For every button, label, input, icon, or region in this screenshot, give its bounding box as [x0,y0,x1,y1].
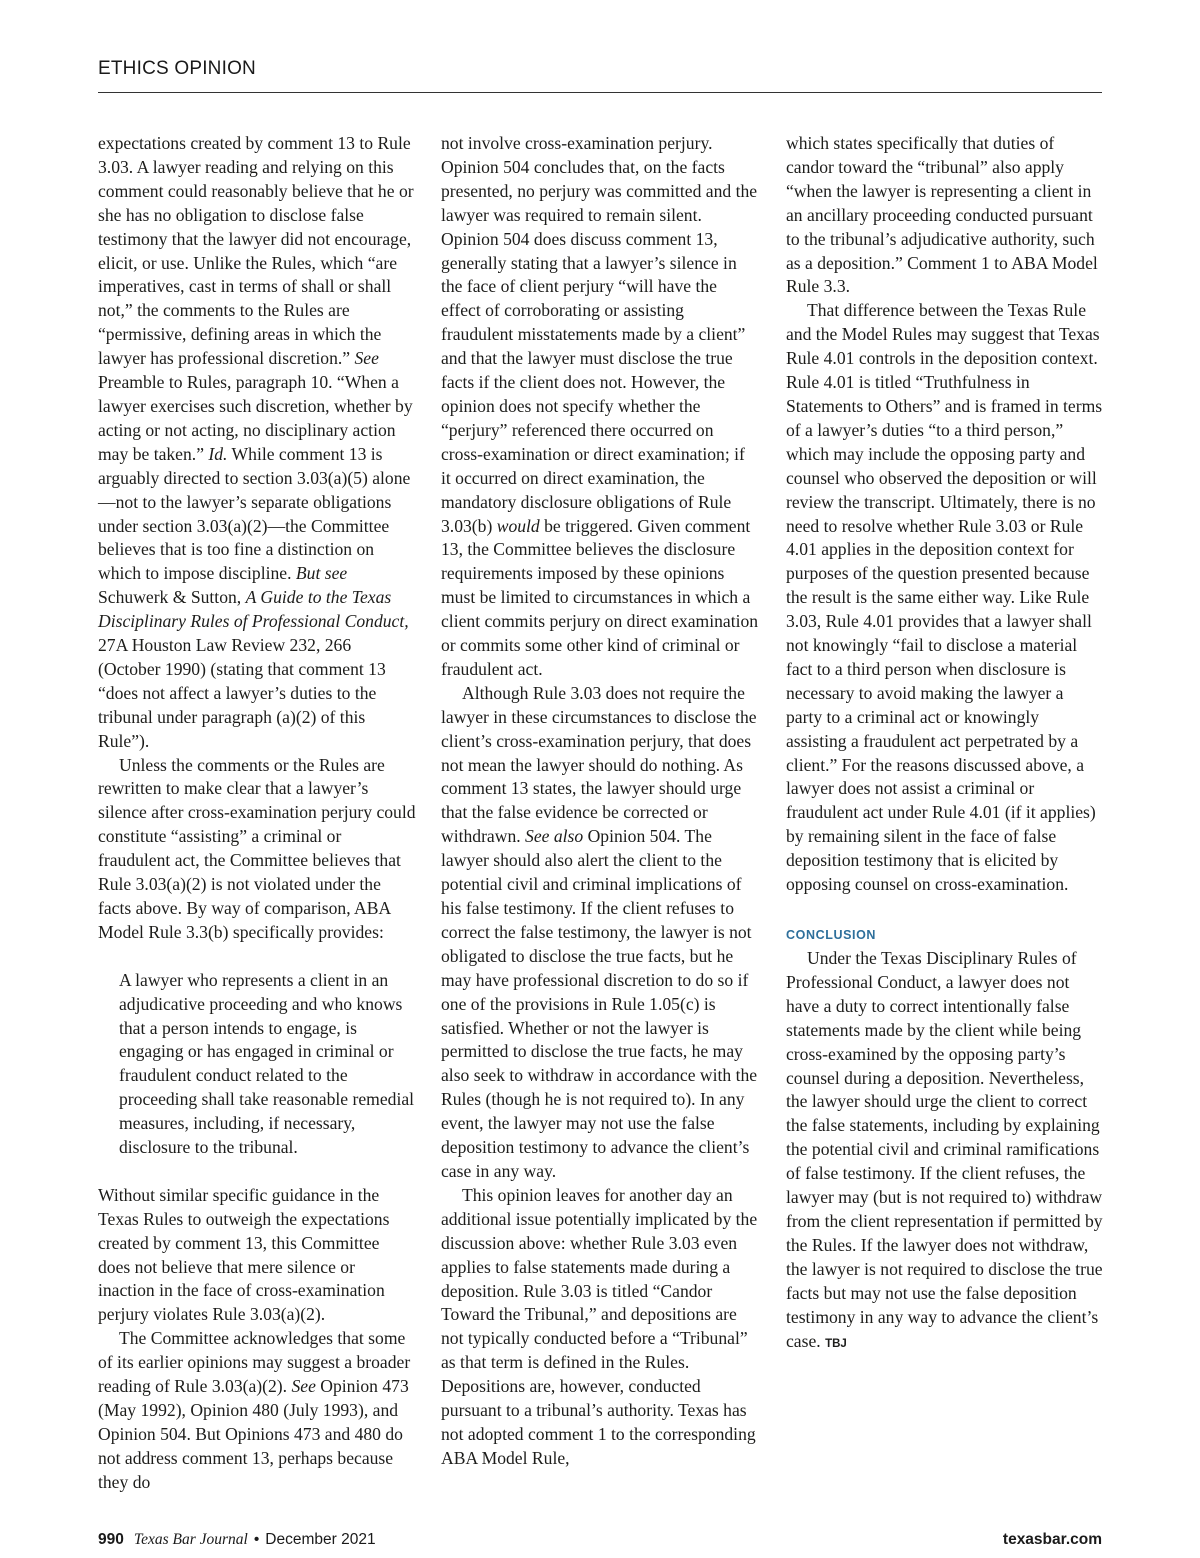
column-1 [98,132,416,1495]
paragraph [786,947,1104,1356]
text-run: Preamble to Rules, paragraph 10. “When a lawyer exercises such discretion, whether by acting or not acting, no disciplinary action may be taken.” [98,372,413,464]
paragraph: That difference between the Texas Rule and the Model Rules may suggest that Texas Rule 4.01 controls in the deposition context. Rule 4.01 is titled “Truthfulness in Statements to Others” and is framed in terms of a lawyer’s duties “to a third person,” which may include the opposing party and counsel who observed the deposition or will review the transcript. Ultimately, there is no need to resolve whether Rule 3.03 or Rule 4.01 applies in the deposition context for purposes of the question presented because the result is the same either way. Like Rule 3.03, Rule 4.01 provides that a lawyer shall not knowingly “fail to disclose a material fact to a third person when disclosure is necessary to avoid making the lawyer a party to a criminal act or knowingly assisting a fraudulent act perpetrated by a client.” For the reasons discussed above, a lawyer does not assist a criminal or fraudulent act under Rule 4.01 (if it applies) by remaining silent in the face of false deposition testimony that is elicited by opposing counsel on cross-examination. [786,300,1103,895]
paragraph: Without similar specific guidance in the Texas Rules to outweigh the expectations created by comment 13, this Committee does not believe that mere silence or inaction in the face of cross-examination perjury violates Rule 3.03(a)(2). [98,1184,390,1325]
paragraph [441,132,759,682]
text-run: not involve cross-examination perjury. Opinion 504 concludes that, on the facts presented, no perjury was committed and the lawyer was required to remain silent. Opinion 504 does discuss comment 13, generally stating that a lawyer’s silence in the face of client perjury “will have the effect of corroborating or assisting fraudulent misstatements made by a client” and that the lawyer must disclose the true facts if the client does not. However, the opinion does not specify whether the “perjury” referenced there occurred on cross-examination or direct examination; if it occurred on direct examination, the mandatory disclosure obligations of Rule 3.03(b) [441,133,758,536]
header-rule [98,92,1102,93]
italic-signal: But see [295,563,348,584]
text-run: Although Rule 3.03 does not require the lawyer in these circumstances to disclose the client’s cross-examination perjury, that does not mean the lawyer should do nothing. As comment 13 states, the lawyer should urge that the false evidence be corrected or withdrawn. [441,682,757,847]
section-label: ETHICS OPINION [98,58,256,79]
italic-signal: See [291,1376,316,1397]
text-run: Schuwerk & Sutton, [98,587,246,608]
citation-title: A Guide to the Texas Disciplinary Rules of Professional Conduct, [98,587,409,632]
text-run: While comment 13 is arguably directed to section 3.03(a)(5) alone—not to the lawyer’s separate obligations under section 3.03(a)(2)—the Committee believes that is too fine a distinction on which to impose discipline. [98,443,411,584]
page-footer [98,1531,1102,1549]
column-2 [441,132,759,1471]
text-run: 27A Houston Law Review 232, 266 (October 1990) (stating that comment 13 “does not affect a lawyer’s duties to the tribunal under paragraph (a)(2) of this Rule”). [98,635,386,751]
column-3 [786,132,1104,1356]
footer-separator: • [253,1531,260,1548]
text-run: The Committee acknowledges that some of its earlier opinions may suggest a broader reading of Rule 3.03(a)(2). [98,1328,411,1397]
paragraph: Unless the comments or the Rules are rewritten to make clear that a lawyer’s silence after cross-examination perjury could constitute “assisting” a criminal or fraudulent act, the Committee believes that Rule 3.03(a)(2) is not violated under the facts above. By way of comparison, ABA Model Rule 3.3(b) specifically provides: [98,754,416,942]
conclusion-heading: CONCLUSION [786,928,877,942]
issue-date: December 2021 [265,1531,376,1548]
text-run: Under the Texas Disciplinary Rules of Professional Conduct, a lawyer does not have a duty to correct intentionally false statements made by the client while being cross-examined by the opposing party’s counsel during a deposition. Nevertheless, the lawyer should urge the client to correct the false statements, including by explaining the potential civil and criminal ramifications of false testimony. If the client refuses, the lawyer may (but is not required to) withdraw from the client representation if permitted by the Rules. If the lawyer does not withdraw, the lawyer is not required to disclose the true facts but may not use the false deposition testimony in any way to advance the client’s case. [786,948,1103,1351]
italic-signal: See [354,348,379,369]
website-link[interactable]: texasbar.com [1002,1531,1102,1548]
text-run: Opinion 504. The lawyer should also alert the client to the potential civil and criminal implications of his false testimony. If the client refuses to correct the false testimony, the lawyer is not obligated to disclose the true facts, but he may have professional discretion to do so if one of the provisions in Rule 1.05(c) is satisfied. Whether or not the lawyer is permitted to disclose the true facts, he may also seek to withdraw in accordance with the Rules (though he is not required to). In any event, the lawyer may not use the false deposition testimony to advance the client’s case in any way. [441,826,758,1181]
block-quote: A lawyer who represents a client in an adjudicative proceeding and who knows that a person intends to engage, is engaging or has engaged in criminal or fraudulent conduct related to the proceeding shall take reasonable remedial measures, including, if necessary, disclosure to the tribunal. [119,969,415,1158]
text-run: be triggered. Given comment 13, the Committee believes the disclosure requirements imposed by these opinions must be limited to circumstances in which a client commits perjury on direct examination or commits some other kind of criminal or fraudulent act. [441,515,759,679]
end-mark: TBJ [825,1337,847,1350]
italic-signal: Id. [208,443,228,464]
text-run: Opinion 473 (May 1992), Opinion 480 (July 1993), and Opinion 504. But Opinions 473 and 480 do not address comment 13, perhaps because they do [98,1376,409,1492]
journal-name: Texas Bar Journal [133,1531,248,1548]
italic-emphasis: would [496,515,540,536]
paragraph [98,132,416,754]
page-number: 990 [98,1531,124,1548]
paragraph: which states specifically that duties of candor toward the “tribunal” also apply “when the lawyer is representing a client in an ancillary proceeding conducted pursuant to the tribunal’s adjudicative authority, such as a deposition.” Comment 1 to ABA Model Rule 3.3. [786,133,1098,297]
italic-signal: See also [525,826,584,847]
paragraph [98,1327,416,1494]
text-run: expectations created by comment 13 to Rule 3.03. A lawyer reading and relying on this comment could reasonably believe that he or she has no obligation to disclose false testimony that the lawyer did not encourage, elicit, or use. Unlike the Rules, which “are imperatives, cast in terms of shall or shall not,” the comments to the Rules are “permissive, defining areas in which the lawyer has professional discretion.” [98,133,414,369]
paragraph [441,682,759,1184]
paragraph: This opinion leaves for another day an additional issue potentially implicated by the discussion above: whether Rule 3.03 even applies to false statements made during a deposition. Rule 3.03 is titled “Candor Toward the Tribunal,” and depositions are not typically conducted before a “Tribunal” as that term is defined in the Rules. Depositions are, however, conducted pursuant to a tribunal’s authority. Texas has not adopted comment 1 to the corresponding ABA Model Rule, [441,1184,758,1468]
